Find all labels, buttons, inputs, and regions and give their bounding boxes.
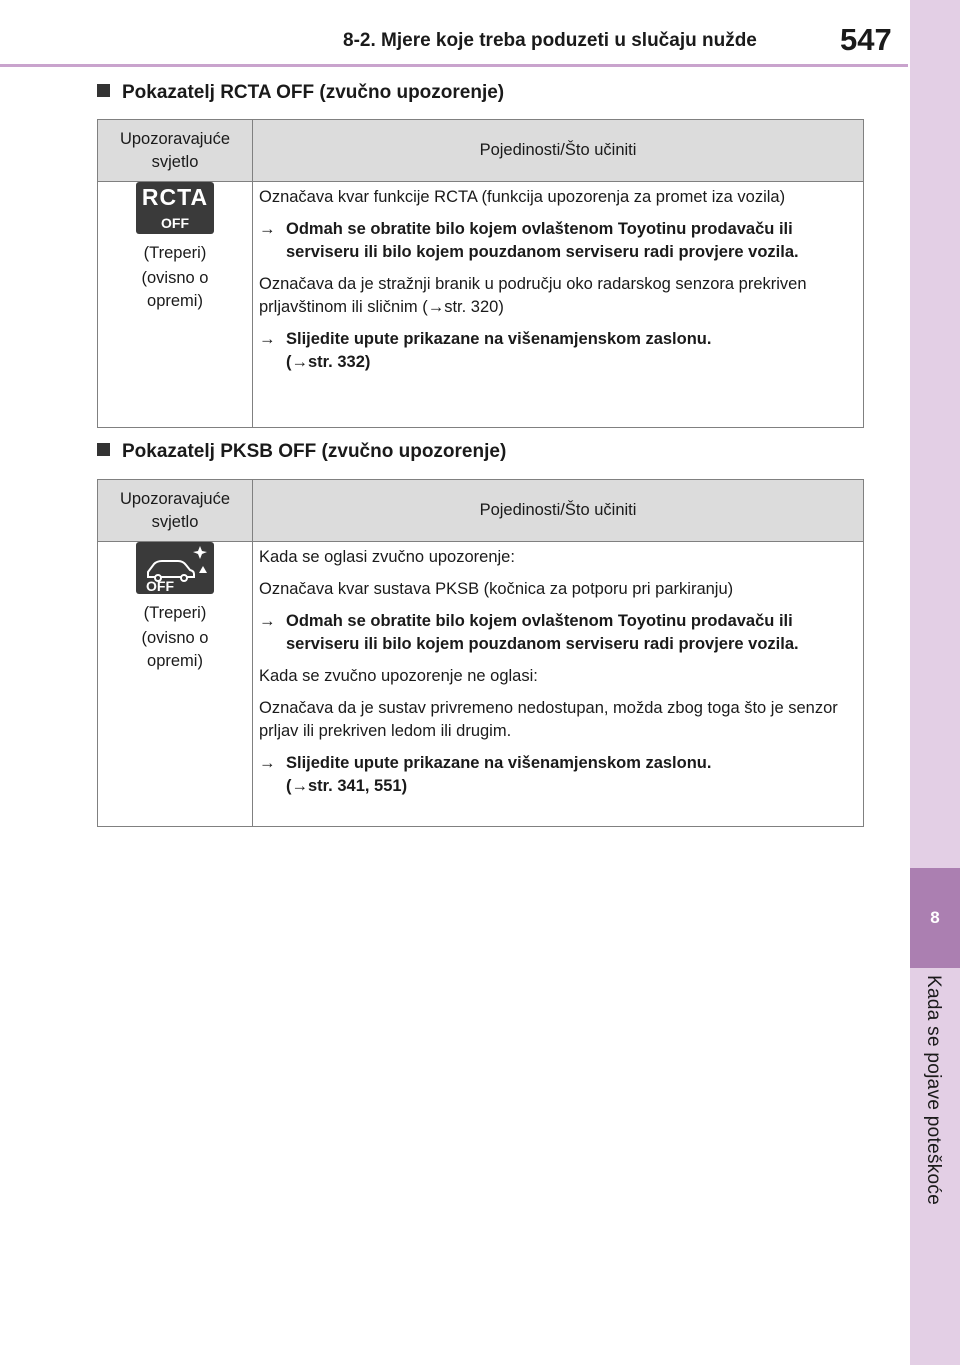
arrow-icon: → [259, 330, 276, 348]
light-note: (ovisno o opremi) [141, 629, 209, 670]
page-reference: str. 341, 551) [308, 777, 408, 795]
section-heading-rcta [97, 82, 504, 104]
section-header-title: 8-2. Mjere koje treba poduzeti u slučaju nužde [343, 30, 757, 51]
arrow-icon: → [259, 754, 276, 772]
action-step-text: Slijedite upute prikazane na višenamjenskom zaslonu. [286, 754, 712, 772]
details-cell [253, 542, 864, 827]
light-caption: (Treperi) [143, 604, 207, 622]
chapter-number: 8 [930, 908, 940, 927]
warning-light-cell [98, 182, 253, 428]
lamp-text-bottom: OFF [161, 215, 189, 231]
square-bullet-icon [97, 443, 110, 456]
action-step [259, 218, 857, 264]
arrow-icon: → [259, 220, 276, 238]
description-text [259, 273, 857, 319]
lamp-text-top: RCTA [141, 184, 209, 210]
action-step: → Slijedite upute prikazane na višenamjenskom zaslonu. (→str. 332) [259, 330, 712, 371]
page-reference: str. 332) [308, 353, 371, 371]
description-text: Kada se zvučno upozorenje ne oglasi: [259, 667, 538, 685]
table-row [98, 182, 864, 428]
page-reference: str. 320) [444, 298, 504, 316]
table-row [98, 542, 864, 827]
description-text: Kada se oglasi zvučno upozorenje: [259, 548, 515, 566]
column-header-light: Upozoravajuće svjetlo [98, 120, 253, 182]
table-header-row [98, 480, 864, 542]
section-heading-pksb [97, 441, 506, 463]
page-number: 547 [840, 22, 892, 57]
square-bullet-icon [97, 84, 110, 97]
chapter-sidebar [910, 0, 960, 1365]
description-text: Označava kvar sustava PKSB (kočnica za potporu pri parkiranju) [259, 580, 734, 598]
light-note: (ovisno o opremi) [141, 269, 209, 310]
action-step-text: Odmah se obratite bilo kojem ovlaštenom Toyotinu prodavaču ili serviseru ili bilo kojem pouzdanom serviseru radi provjere vozila. [286, 612, 799, 653]
light-caption: (Treperi) [143, 244, 207, 262]
action-step [259, 610, 857, 656]
arrow-icon: → [259, 612, 276, 630]
column-header-details: Pojedinosti/Što učiniti [253, 120, 864, 182]
header-rule [0, 64, 908, 67]
section-heading-text: Pokazatelj RCTA OFF (zvučno upozorenje) [122, 82, 505, 103]
chapter-title: Kada se pojave poteškoće [923, 975, 944, 1206]
details-cell [253, 182, 864, 428]
action-step: → Slijedite upute prikazane na višenamjenskom zaslonu. (→str. 341, 551) [259, 754, 712, 795]
rcta-warning-table [97, 119, 864, 428]
column-header-light: Upozoravajuće svjetlo [98, 480, 253, 542]
rcta-off-lamp-icon [136, 182, 214, 234]
description-text-main: Označava da je stražnji branik u području oko radarskog senzora prekriven prljavštinom ili sličnim ( [259, 275, 807, 316]
arrow-icon: → [291, 353, 308, 371]
lamp-text-bottom: OFF [146, 578, 174, 594]
table-header-row [98, 120, 864, 182]
action-step-text: Odmah se obratite bilo kojem ovlaštenom Toyotinu prodavaču ili serviseru ili bilo kojem pouzdanom serviseru radi provjere vozila. [286, 220, 799, 261]
section-heading-text: Pokazatelj PKSB OFF (zvučno upozorenje) [122, 441, 507, 462]
column-header-details: Pojedinosti/Što učiniti [253, 480, 864, 542]
description-text: Označava kvar funkcije RCTA (funkcija upozorenja za promet iza vozila) [259, 188, 786, 206]
warning-light-cell [98, 542, 253, 827]
pksb-warning-table [97, 479, 864, 827]
pksb-off-lamp-icon [136, 542, 214, 594]
action-step-text: Slijedite upute prikazane na višenamjenskom zaslonu. [286, 330, 712, 348]
description-text: Označava da je sustav privremeno nedostupan, možda zbog toga što je senzor prljav ili prekriven ledom ili drugim. [259, 699, 838, 740]
arrow-icon: → [427, 298, 445, 316]
arrow-icon: → [291, 777, 308, 795]
